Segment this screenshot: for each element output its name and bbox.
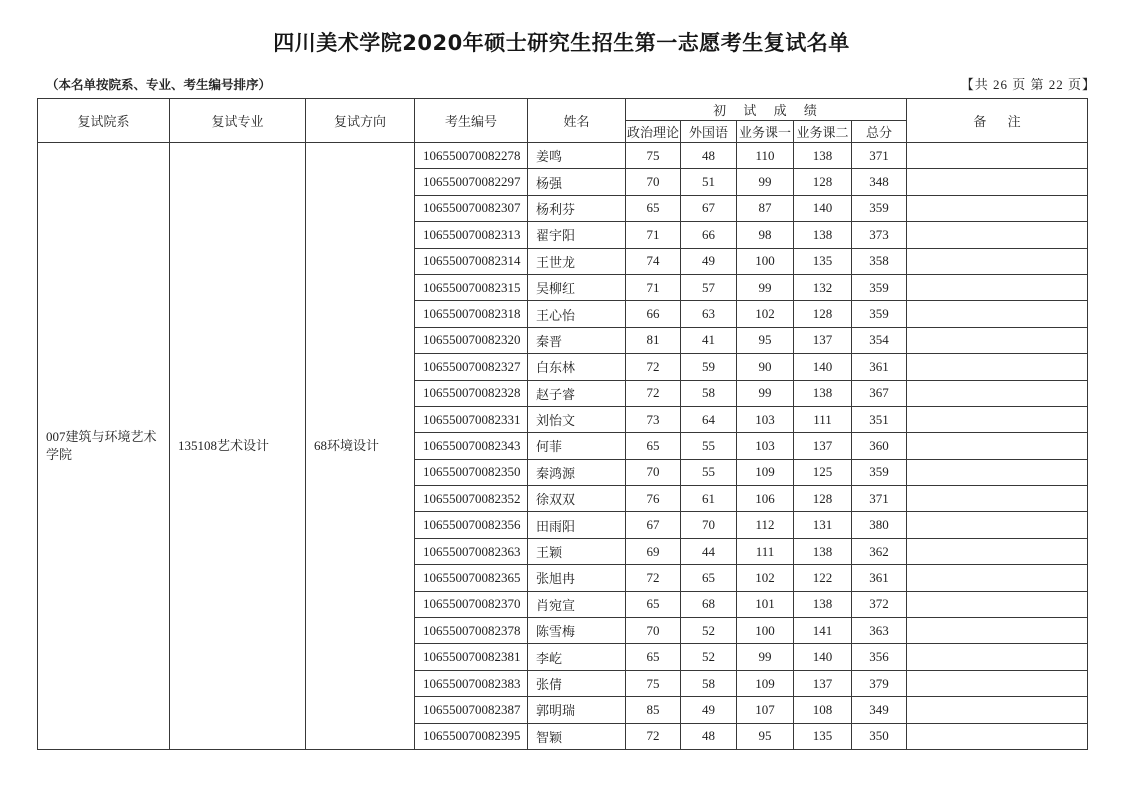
course2-score-cell: 137 (794, 433, 852, 459)
total-score-cell: 348 (852, 169, 907, 195)
candidate-id-cell: 106550070082352 (415, 486, 528, 512)
course2-score-cell: 128 (794, 301, 852, 327)
foreign-language-score-cell: 44 (681, 538, 737, 564)
total-score-cell: 360 (852, 433, 907, 459)
foreign-language-score-cell: 55 (681, 459, 737, 485)
candidate-id-cell: 106550070082307 (415, 195, 528, 221)
course2-score-cell: 138 (794, 143, 852, 169)
course2-score-cell: 132 (794, 274, 852, 300)
foreign-language-score-cell: 48 (681, 723, 737, 749)
course2-score-cell: 140 (794, 354, 852, 380)
politics-score-cell: 85 (626, 697, 681, 723)
politics-score-cell: 73 (626, 406, 681, 432)
total-score-cell: 350 (852, 723, 907, 749)
name-cell: 秦鸿源 (528, 459, 626, 485)
politics-score-cell: 71 (626, 274, 681, 300)
name-cell: 张旭冉 (528, 565, 626, 591)
total-score-cell: 371 (852, 143, 907, 169)
course1-score-cell: 99 (737, 644, 794, 670)
total-score-cell: 356 (852, 644, 907, 670)
remark-cell (907, 354, 1088, 380)
politics-score-cell: 70 (626, 169, 681, 195)
remark-cell (907, 565, 1088, 591)
course2-score-cell: 108 (794, 697, 852, 723)
politics-score-cell: 72 (626, 565, 681, 591)
course2-score-cell: 111 (794, 406, 852, 432)
course2-score-cell: 122 (794, 565, 852, 591)
col-header-candidate-id: 考生编号 (415, 99, 528, 143)
candidate-id-cell: 106550070082320 (415, 327, 528, 353)
col-header-total: 总分 (852, 121, 907, 143)
foreign-language-score-cell: 55 (681, 433, 737, 459)
total-score-cell: 359 (852, 195, 907, 221)
direction-cell: 68环境设计 (306, 143, 415, 750)
foreign-language-score-cell: 48 (681, 143, 737, 169)
name-cell: 陈雪梅 (528, 618, 626, 644)
course1-score-cell: 110 (737, 143, 794, 169)
name-cell: 王心怡 (528, 301, 626, 327)
course2-score-cell: 128 (794, 169, 852, 195)
foreign-language-score-cell: 59 (681, 354, 737, 380)
col-header-name: 姓名 (528, 99, 626, 143)
remark-cell (907, 327, 1088, 353)
candidate-id-cell: 106550070082314 (415, 248, 528, 274)
remark-cell (907, 301, 1088, 327)
remark-cell (907, 644, 1088, 670)
course2-score-cell: 135 (794, 248, 852, 274)
remark-cell (907, 380, 1088, 406)
remark-cell (907, 618, 1088, 644)
course2-score-cell: 140 (794, 644, 852, 670)
remark-cell (907, 222, 1088, 248)
total-score-cell: 351 (852, 406, 907, 432)
col-header-course2: 业务课二 (794, 121, 852, 143)
total-score-cell: 361 (852, 565, 907, 591)
name-cell: 刘怡文 (528, 406, 626, 432)
remark-cell (907, 433, 1088, 459)
course2-score-cell: 140 (794, 195, 852, 221)
candidate-id-cell: 106550070082356 (415, 512, 528, 538)
course1-score-cell: 109 (737, 459, 794, 485)
foreign-language-score-cell: 67 (681, 195, 737, 221)
name-cell: 吴柳红 (528, 274, 626, 300)
course1-score-cell: 102 (737, 565, 794, 591)
course2-score-cell: 135 (794, 723, 852, 749)
politics-score-cell: 65 (626, 195, 681, 221)
candidate-id-cell: 106550070082395 (415, 723, 528, 749)
sort-note: （本名单按院系、专业、考生编号排序） (46, 77, 272, 92)
total-score-cell: 349 (852, 697, 907, 723)
politics-score-cell: 65 (626, 644, 681, 670)
course1-score-cell: 100 (737, 248, 794, 274)
course1-score-cell: 112 (737, 512, 794, 538)
course1-score-cell: 103 (737, 433, 794, 459)
course1-score-cell: 95 (737, 327, 794, 353)
remark-cell (907, 512, 1088, 538)
name-cell: 何菲 (528, 433, 626, 459)
remark-cell (907, 486, 1088, 512)
total-score-cell: 354 (852, 327, 907, 353)
col-header-score-group: 初 试 成 绩 (626, 99, 907, 121)
name-cell: 徐双双 (528, 486, 626, 512)
name-cell: 李屹 (528, 644, 626, 670)
politics-score-cell: 66 (626, 301, 681, 327)
politics-score-cell: 65 (626, 591, 681, 617)
table-row (38, 143, 1088, 169)
politics-score-cell: 72 (626, 380, 681, 406)
page-indicator: 【共 26 页 第 22 页】 (960, 77, 1096, 92)
course1-score-cell: 107 (737, 697, 794, 723)
foreign-language-score-cell: 63 (681, 301, 737, 327)
total-score-cell: 380 (852, 512, 907, 538)
page-title: 四川美术学院2020年硕士研究生招生第一志愿考生复试名单 (273, 31, 850, 55)
col-header-direction: 复试方向 (306, 99, 415, 143)
foreign-language-score-cell: 41 (681, 327, 737, 353)
course1-score-cell: 87 (737, 195, 794, 221)
header-row-top (38, 99, 1088, 121)
course1-score-cell: 100 (737, 618, 794, 644)
candidate-id-cell: 106550070082370 (415, 591, 528, 617)
politics-score-cell: 74 (626, 248, 681, 274)
col-header-politics: 政治理论 (626, 121, 681, 143)
course2-score-cell: 128 (794, 486, 852, 512)
politics-score-cell: 67 (626, 512, 681, 538)
candidate-id-cell: 106550070082318 (415, 301, 528, 327)
candidate-id-cell: 106550070082327 (415, 354, 528, 380)
name-cell: 姜鸣 (528, 143, 626, 169)
total-score-cell: 361 (852, 354, 907, 380)
total-score-cell: 373 (852, 222, 907, 248)
course1-score-cell: 99 (737, 274, 794, 300)
remark-cell (907, 248, 1088, 274)
candidate-id-cell: 106550070082278 (415, 143, 528, 169)
name-cell: 杨强 (528, 169, 626, 195)
politics-score-cell: 81 (626, 327, 681, 353)
course2-score-cell: 137 (794, 327, 852, 353)
candidate-id-cell: 106550070082383 (415, 670, 528, 696)
course2-score-cell: 141 (794, 618, 852, 644)
remark-cell (907, 538, 1088, 564)
candidate-id-cell: 106550070082328 (415, 380, 528, 406)
foreign-language-score-cell: 61 (681, 486, 737, 512)
remark-cell (907, 670, 1088, 696)
politics-score-cell: 69 (626, 538, 681, 564)
remark-cell (907, 406, 1088, 432)
politics-score-cell: 72 (626, 354, 681, 380)
remark-cell (907, 459, 1088, 485)
foreign-language-score-cell: 57 (681, 274, 737, 300)
politics-score-cell: 76 (626, 486, 681, 512)
remark-cell (907, 143, 1088, 169)
politics-score-cell: 70 (626, 459, 681, 485)
candidate-id-cell: 106550070082315 (415, 274, 528, 300)
candidate-id-cell: 106550070082313 (415, 222, 528, 248)
foreign-language-score-cell: 58 (681, 670, 737, 696)
course2-score-cell: 131 (794, 512, 852, 538)
course2-score-cell: 138 (794, 380, 852, 406)
meta-row (46, 74, 1096, 93)
candidate-id-cell: 106550070082378 (415, 618, 528, 644)
foreign-language-score-cell: 65 (681, 565, 737, 591)
candidate-id-cell: 106550070082365 (415, 565, 528, 591)
politics-score-cell: 70 (626, 618, 681, 644)
foreign-language-score-cell: 58 (681, 380, 737, 406)
candidate-id-cell: 106550070082381 (415, 644, 528, 670)
course1-score-cell: 99 (737, 169, 794, 195)
total-score-cell: 367 (852, 380, 907, 406)
name-cell: 赵子睿 (528, 380, 626, 406)
roster-table (37, 98, 1088, 750)
total-score-cell: 363 (852, 618, 907, 644)
name-cell: 王世龙 (528, 248, 626, 274)
candidate-id-cell: 106550070082363 (415, 538, 528, 564)
foreign-language-score-cell: 64 (681, 406, 737, 432)
course1-score-cell: 98 (737, 222, 794, 248)
total-score-cell: 358 (852, 248, 907, 274)
course2-score-cell: 138 (794, 538, 852, 564)
candidate-id-cell: 106550070082297 (415, 169, 528, 195)
course1-score-cell: 102 (737, 301, 794, 327)
col-header-course1: 业务课一 (737, 121, 794, 143)
department-cell: 007建筑与环境艺术学院 (38, 143, 170, 750)
course1-score-cell: 106 (737, 486, 794, 512)
course2-score-cell: 138 (794, 591, 852, 617)
total-score-cell: 372 (852, 591, 907, 617)
remark-cell (907, 697, 1088, 723)
col-header-remarks: 备 注 (907, 99, 1088, 143)
major-cell: 135108艺术设计 (170, 143, 306, 750)
course1-score-cell: 95 (737, 723, 794, 749)
foreign-language-score-cell: 70 (681, 512, 737, 538)
name-cell: 田雨阳 (528, 512, 626, 538)
name-cell: 白东林 (528, 354, 626, 380)
table-header (38, 99, 1088, 143)
name-cell: 郭明瑞 (528, 697, 626, 723)
politics-score-cell: 65 (626, 433, 681, 459)
candidate-id-cell: 106550070082343 (415, 433, 528, 459)
course1-score-cell: 111 (737, 538, 794, 564)
course1-score-cell: 90 (737, 354, 794, 380)
total-score-cell: 362 (852, 538, 907, 564)
politics-score-cell: 71 (626, 222, 681, 248)
foreign-language-score-cell: 66 (681, 222, 737, 248)
foreign-language-score-cell: 51 (681, 169, 737, 195)
name-cell: 秦晋 (528, 327, 626, 353)
course1-score-cell: 99 (737, 380, 794, 406)
remark-cell (907, 723, 1088, 749)
politics-score-cell: 72 (626, 723, 681, 749)
name-cell: 肖宛宣 (528, 591, 626, 617)
total-score-cell: 371 (852, 486, 907, 512)
candidate-id-cell: 106550070082331 (415, 406, 528, 432)
foreign-language-score-cell: 49 (681, 697, 737, 723)
name-cell: 王颖 (528, 538, 626, 564)
remark-cell (907, 169, 1088, 195)
candidate-id-cell: 106550070082350 (415, 459, 528, 485)
name-cell: 张倩 (528, 670, 626, 696)
course2-score-cell: 125 (794, 459, 852, 485)
name-cell: 智颖 (528, 723, 626, 749)
name-cell: 翟宇阳 (528, 222, 626, 248)
table-body (38, 143, 1088, 750)
foreign-language-score-cell: 68 (681, 591, 737, 617)
total-score-cell: 359 (852, 301, 907, 327)
course1-score-cell: 101 (737, 591, 794, 617)
remark-cell (907, 591, 1088, 617)
foreign-language-score-cell: 52 (681, 618, 737, 644)
course1-score-cell: 103 (737, 406, 794, 432)
course2-score-cell: 137 (794, 670, 852, 696)
total-score-cell: 359 (852, 274, 907, 300)
name-cell: 杨利芬 (528, 195, 626, 221)
course1-score-cell: 109 (737, 670, 794, 696)
remark-cell (907, 274, 1088, 300)
total-score-cell: 379 (852, 670, 907, 696)
candidate-id-cell: 106550070082387 (415, 697, 528, 723)
remark-cell (907, 195, 1088, 221)
col-header-department: 复试院系 (38, 99, 170, 143)
foreign-language-score-cell: 49 (681, 248, 737, 274)
course2-score-cell: 138 (794, 222, 852, 248)
col-header-major: 复试专业 (170, 99, 306, 143)
politics-score-cell: 75 (626, 143, 681, 169)
total-score-cell: 359 (852, 459, 907, 485)
foreign-language-score-cell: 52 (681, 644, 737, 670)
politics-score-cell: 75 (626, 670, 681, 696)
col-header-foreign-language: 外国语 (681, 121, 737, 143)
